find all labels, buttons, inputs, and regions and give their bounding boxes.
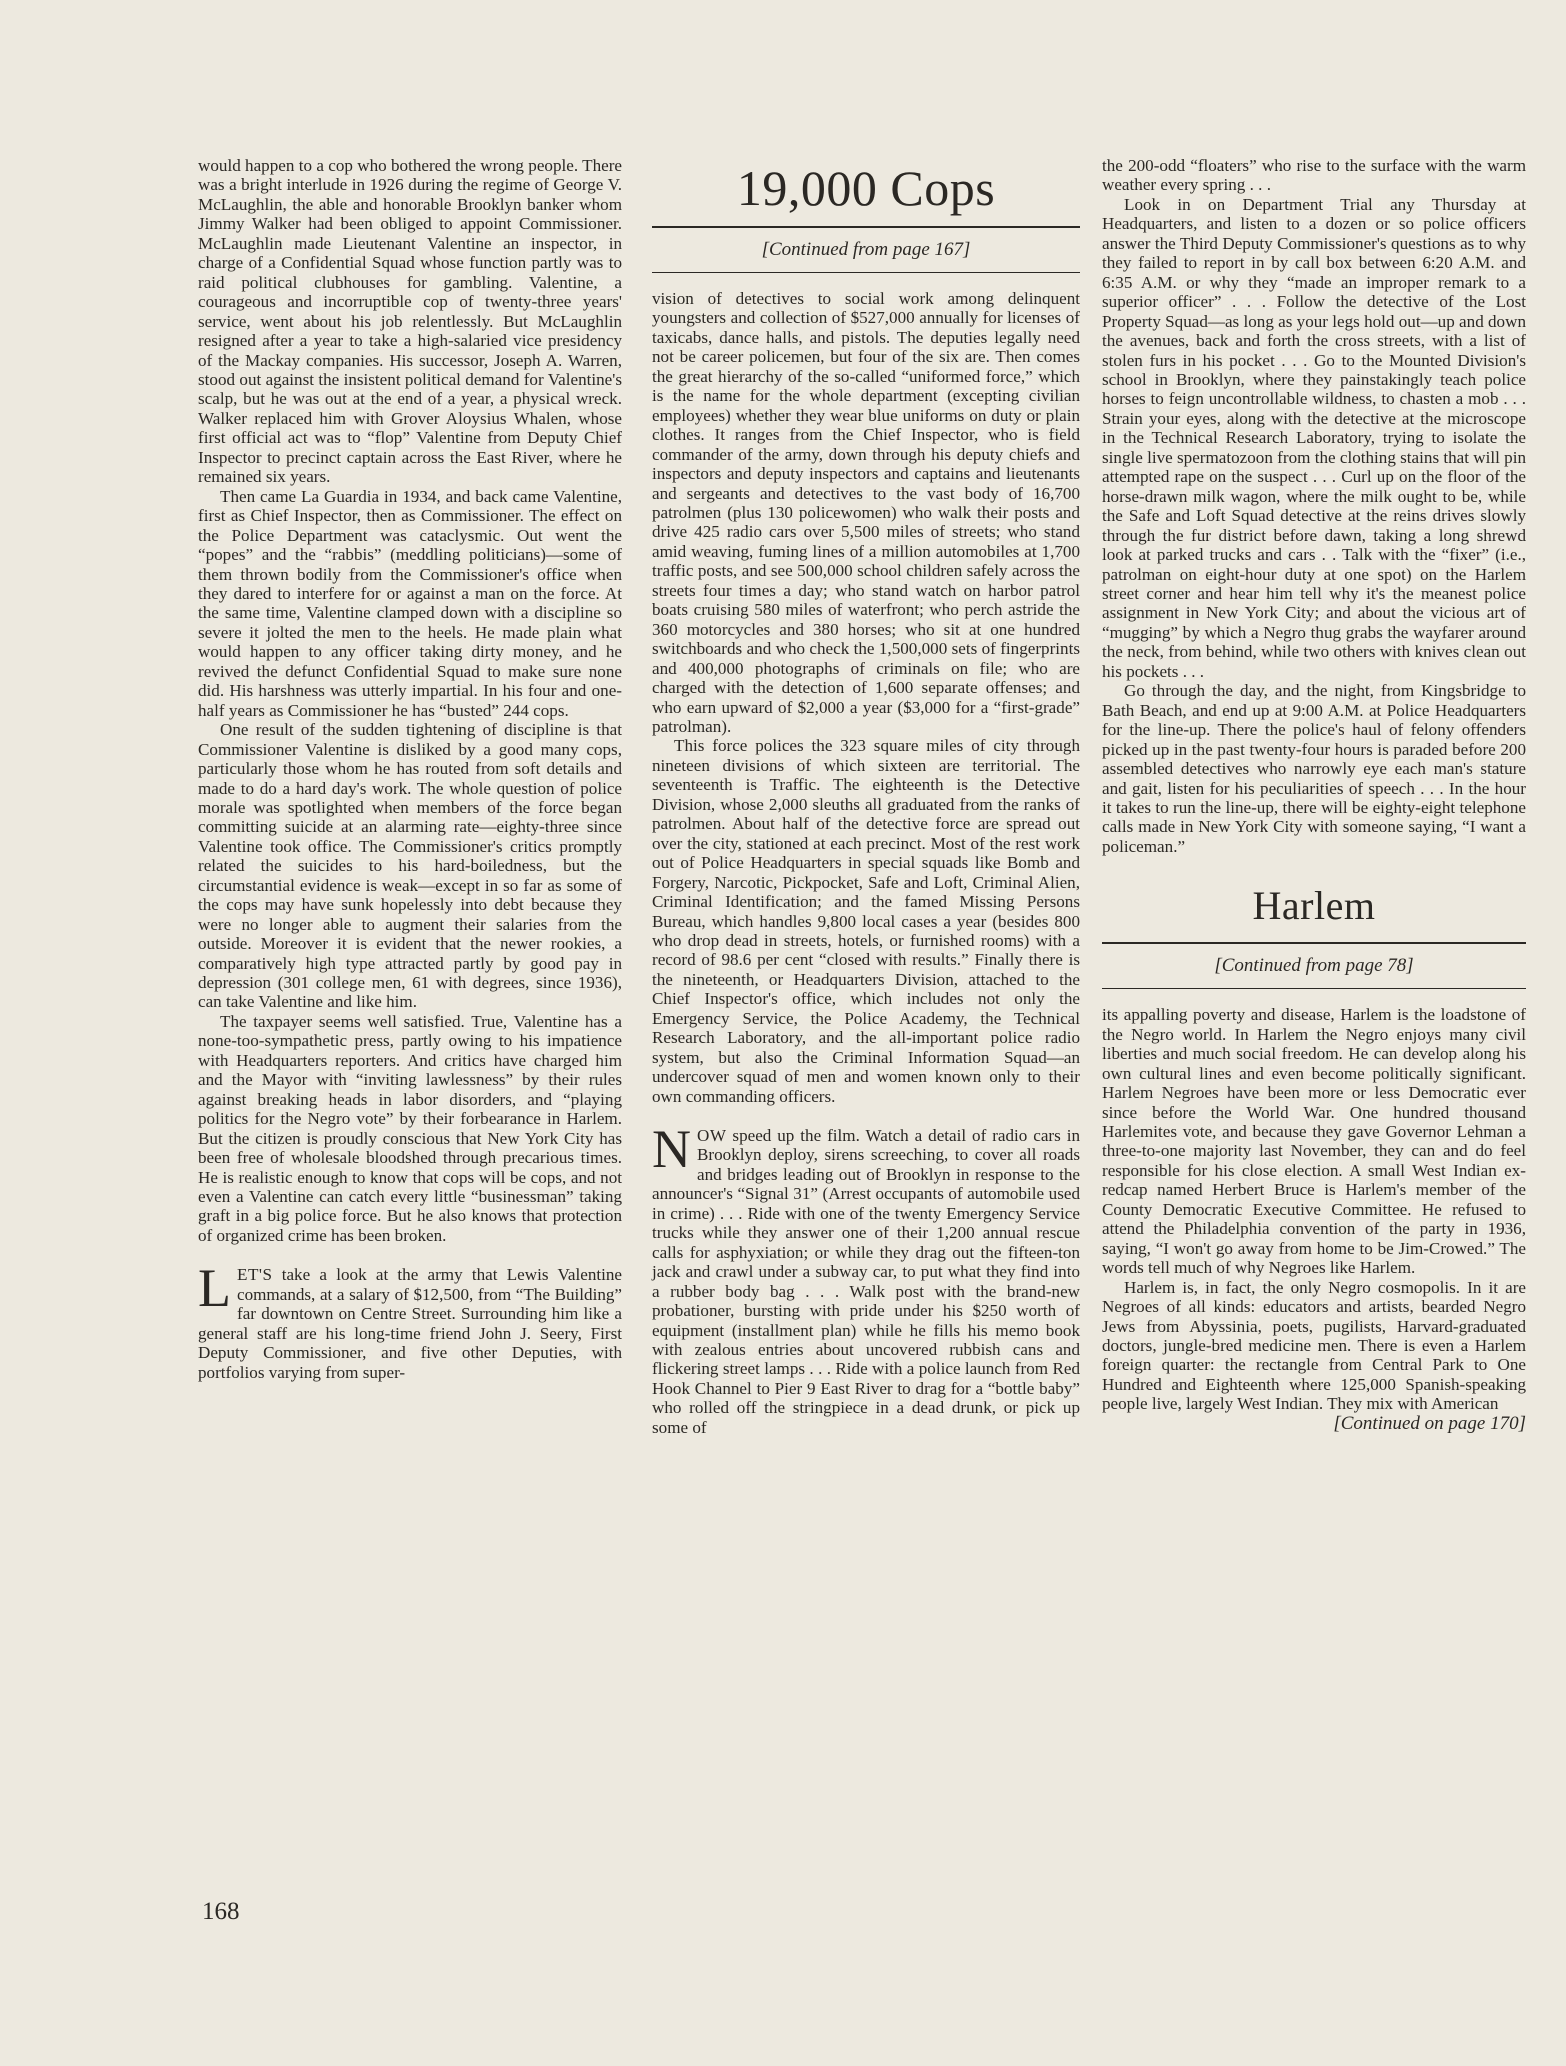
paragraph-dropcap <box>652 1119 1080 1437</box>
lead-in: OW <box>697 1126 727 1146</box>
paragraph: its appalling poverty and disease, Harlem is the loadstone of the Negro world. In Harlem the Negro enjoys many civil liberties and much social freedom. He can develop along his own cultural lines and even become politically significant. Harlem Negroes have been more or less Democratic ever since before the World War. One hundred thousand Harlemites vote, and because they gave Governor Lehman a three-to-one majority last November, they can and do feel responsible for his close election. A small West Indian ex-redcap named Herbert Bruce is Harlem's member of the County Democratic Executive Committee. He refused to attend the Philadelphia convention of the party in 1936, saying, “I won't go away from home to be Jim-Crowed.” The words tell much of why Negroes like Harlem. <box>1102 1005 1526 1278</box>
paragraph: Look in on Department Trial any Thursday at Headquarters, and listen to a dozen or so police officers answer the Third Deputy Commissioner's questions as to why they failed to report in by call box between 6:20 A.M. and 6:35 A.M. or why they “made an improper remark to a superior officer” . . . Follow the detective of the Lost Property Squad—as long as your legs hold out—up and down the avenues, back and forth the cross streets, with a list of stolen furs in his pocket . . . Go to the Mounted Division's school in Brooklyn, where they painstakingly teach police horses to feign uncontrollable wildness, to chasten a mob . . . Strain your eyes, along with the detective at the microscope in the Technical Research Laboratory, trying to isolate the single live spermatozoon from the clothing stains that will pin attempted rape on the suspect . . . Curl up on the floor of the horse-drawn milk wagon, where the milk ought to be, while the Safe and Loft Squad detective at the reins drives slowly through the fur district before dawn, taking a long shrewd look at parked trucks and cars . . Talk with the “fixer” (i.e., patrolman on eight-hour duty at one spot) on the Harlem street corner and hear him tell why it's the meanest police assignment in New York City; and about the vicious art of “mugging” by which a Negro thug grabs the wayfarer around the neck, from behind, while two others with knives clean out his pockets . . . <box>1102 194 1526 681</box>
paragraph: the 200-odd “floaters” who rise to the surface with the warm weather every spring . . . <box>1102 156 1526 195</box>
column-1 <box>198 156 622 1382</box>
paragraph: The taxpayer seems well satisfied. True, Valentine has a none-too-sympathetic press, partly owing to his impatience with Headquarters reporters. And critics have charged him and the Mayor with “inviting lawlessness” by their rules against breaking heads in labor disorders, and “playing politics for the Negro vote” by their forbearance in Harlem. But the citizen is proudly conscious that New York City has been free of wholesale bloodshed through precarious times. He is realistic enough to know that cops will be cops, and not even a Valentine can catch every little “businessman” taking graft in a big police force. But he also knows that protection of organized crime has been broken. <box>198 1011 622 1245</box>
paragraph: One result of the sudden tightening of discipline is that Commissioner Valentine is disliked by a good many cops, particularly those whom he has routed from soft details and made to do a hard day's work. The whole question of police morale was spotlighted when members of the force began committing suicide at an alarming rate—eighty-three since Valentine took office. The Commissioner's critics promptly related the suicides to his hard-boiledness, but the circumstantial evidence is weak—except in so far as some of the cops may have sunk hopelessly into debt because they were no longer able to augment their salaries from the outside. Moreover it is evident that the newer rookies, a comparatively high type attracted partly by good pay in depression (301 college men, 61 with degrees, since 1936), can take Valentine and like him. <box>198 720 622 1012</box>
drop-cap: N <box>652 1119 691 1180</box>
paragraph-text: take a look at the army that Lewis Valentine commands, at a salary of $12,500, from “The Building” far downtown on Centre Street. Surrounding him like a general staff are his long-time friend John J. Seery, First Deputy Commissioner, and five other Deputies, with portfolios varying from super- <box>198 1265 622 1382</box>
page-number: 168 <box>202 1898 240 1925</box>
paragraph: This force polices the 323 square miles of city through nineteen divisions of which sixteen are territorial. The seventeenth is Traffic. The eighteenth is the Detective Division, whose 2,000 sleuths all graduated from the ranks of patrolmen. About half of the detective force are spread out over the city, stationed at each precinct. Most of the rest work out of Police Headquarters in special squads like Bomb and Forgery, Narcotic, Pickpocket, Safe and Loft, Criminal Alien, Criminal Identification; and the famed Missing Persons Bureau, which handles 9,800 local cases a year (besides 800 who drop dead in streets, hotels, or furnished rooms) with a record of 98.6 per cent “closed with results.” Finally there is the nineteenth, or Headquarters Division, attached to the Chief Inspector's office, which includes not only the Emergency Service, the Police Academy, the Technical Research Laboratory, and the all-important police radio system, but also the Criminal Information Squad—an undercover squad of men and women known only to their own commanding officers. <box>652 736 1080 1106</box>
continued-from-line: [Continued from page 78] <box>1214 955 1414 977</box>
paragraph: Then came La Guardia in 1934, and back came Valentine, first as Chief Inspector, then as Commissioner. The effect on the Police Department was cataclysmic. Out went the “popes” and the “rabbis” (meddling politicians)—some of them thrown bodily from the Commissioner's office when they dared to interfere for or against a man on the force. At the same time, Valentine clamped down with a discipline so severe it jolted the men to the heels. He made plain what would happen to any officer taking dirty money, and he revived the defunct Confidential Squad to make sure none did. His harshness was utterly impartial. In his four and one-half years as Commissioner he has “busted” 244 cops. <box>198 486 622 720</box>
column-2 <box>652 158 1080 1437</box>
continued-on-line: [Continued on page 170] <box>1333 1412 1526 1434</box>
paragraph: Go through the day, and the night, from Kingsbridge to Bath Beach, and end up at 9:00 A.M. at Police Headquarters for the line-up. There the police's haul of felony offenders picked up in the past twenty-four hours is paraded before 200 assembled detectives who narrowly eye each man's stature and gait, listen for his peculiarities of speech . . . In the hour it takes to run the line-up, there will be eighty-eight telephone calls made in New York City with someone saying, “I want a policeman.” <box>1102 681 1526 856</box>
column-3 <box>1102 156 1526 1434</box>
continued-from-line: [Continued from page 167] <box>761 239 971 260</box>
lead-in: ET'S <box>237 1265 273 1285</box>
article-title: 19,000 Cops <box>736 160 996 216</box>
drop-cap: L <box>198 1258 231 1319</box>
article-title: Harlem <box>1252 883 1376 929</box>
paragraph-dropcap <box>198 1258 622 1382</box>
paragraph: would happen to a cop who bothered the wrong people. There was a bright interlude in 1926 during the regime of George V. McLaughlin, the able and honorable Brooklyn banker whom Jimmy Walker had been obliged to appoint Commissioner. McLaughlin made Lieutenant Valentine an inspector, in charge of a Confidential Squad whose function partly was to raid political clubhouses for gambling. Valentine, a courageous and incorruptible cop of twenty-three years' service, went about his job relentlessly. But McLaughlin resigned after a year to take a high-salaried vice presidency of the Mackay companies. His successor, Joseph A. Warren, stood out against the insistent political demand for Valentine's scalp, but he was out at the end of a year, a physical wreck. Walker replaced him with Grover Aloysius Whalen, whose first official act was to “flop” Valentine from Deputy Chief Inspector to precinct captain across the East River, where he remained six years. <box>198 156 622 487</box>
paragraph: vision of detectives to social work among delinquent youngsters and collection of $527,000 annually for licenses of taxicabs, dance halls, and pistols. The deputies legally need not be career policemen, but four of the six are. Then comes the great hierarchy of the so-called “uniformed force,” which is the name for the whole department (excepting civilian employees) whether they wear blue uniforms on duty or plain clothes. It ranges from the Chief Inspector, who is field commander of the army, down through his deputy chiefs and inspectors and deputy inspectors and captains and lieutenants and sergeants and detectives to the vast body of 16,700 patrolmen (plus 130 policewomen) who walk their posts and drive 425 radio cars over 5,500 miles of streets; who stand amid weaving, fuming lines of a million automobiles at 1,700 traffic posts, and see 500,000 school children safely across the streets four times a day; who stand watch on harbor patrol boats cruising 580 miles of waterfront; who perch astride the 360 motorcycles and 380 horses; who sit at one hundred switchboards and who check the 1,500,000 sets of fingerprints and 400,000 photographs of criminals on file; who are charged with the detection of 1,600 separate offenses; and who earn upward of $2,000 a year ($3,000 for a “first-grade” patrolman). <box>652 289 1080 736</box>
paragraph: Harlem is, in fact, the only Negro cosmopolis. In it are Negroes of all kinds: educators and artists, bearded Negro Jews from Abyssinia, poets, pugilists, Harvard-graduated doctors, jungle-bred medicine men. There is even a Harlem foreign quarter: the rectangle from Central Park to One Hundred and Eighteenth where 125,000 Spanish-speaking people live, largely West Indian. They mix with American <box>1102 1277 1526 1414</box>
paragraph-text: speed up the film. Watch a detail of radio cars in Brooklyn deploy, sirens screeching, to cover all roads and bridges leading out of Brooklyn in response to the announcer's “Signal 31” (Arrest occupants of automobile used in crime) . . . Ride with one of the twenty Emergency Service trucks while they answer one of their 1,200 annual rescue calls for asphyxiation; or while they drag out the fifteen-ton jack and crawl under a subway car, to put what they find into a rubber body bag . . . Walk post with the brand-new probationer, bursting with pride under his $250 worth of equipment (installment plan) while he fills his memo book with zealous entries about uncovered rubbish cans and flickering street lamps . . . Ride with a police launch from Red Hook Channel to Pier 9 East River to drag for a “bottle baby” who rolled off the stringpiece in a dead drunk, or pick up some of <box>652 1126 1080 1437</box>
